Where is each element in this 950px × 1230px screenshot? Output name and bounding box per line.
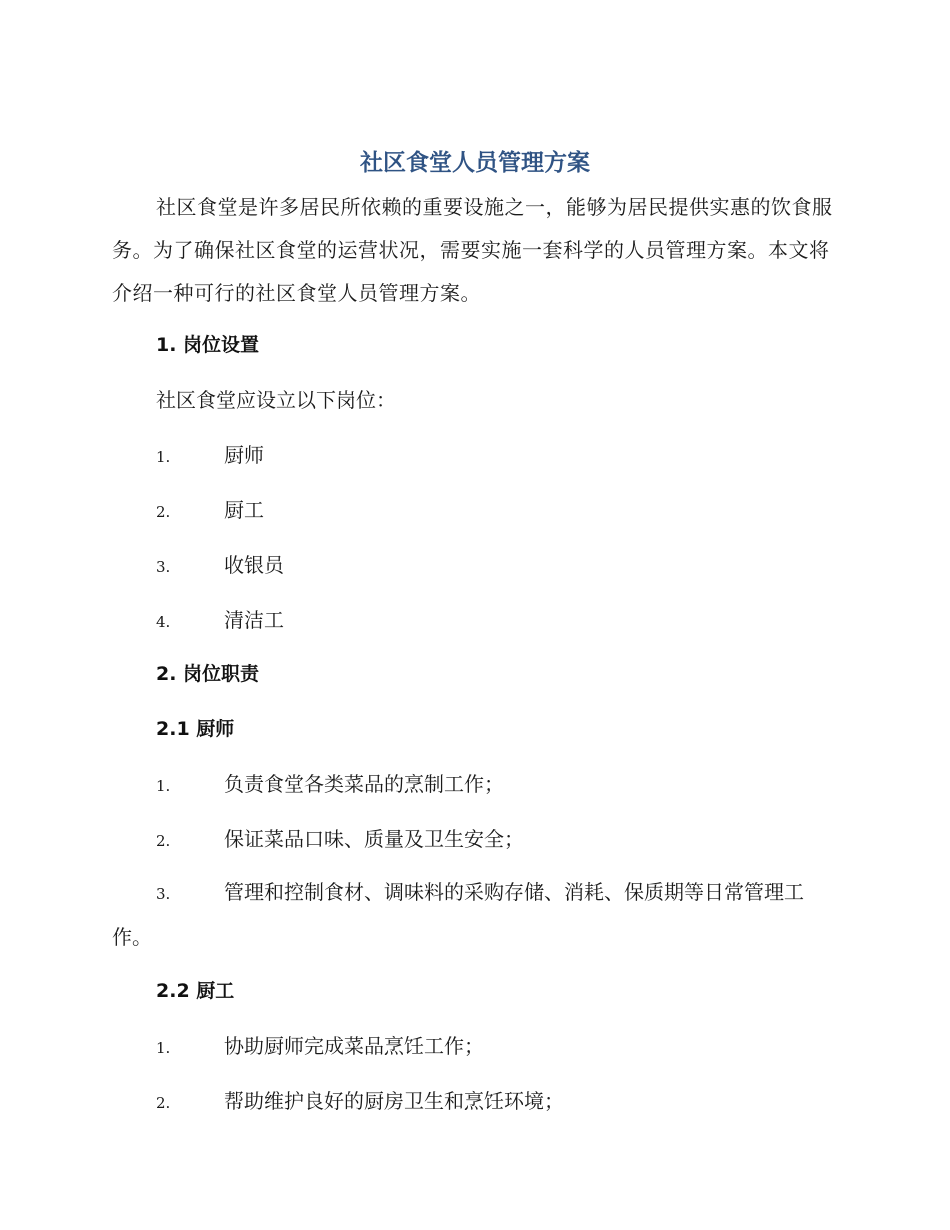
list-item xyxy=(156,495,264,527)
list-text: 负责食堂各类菜品的烹制工作； xyxy=(224,772,504,796)
list-item xyxy=(156,440,264,472)
list-text: 厨师 xyxy=(224,443,264,467)
list-number: 2. xyxy=(156,503,171,521)
list-item xyxy=(156,605,284,637)
list-number: 2. xyxy=(156,832,171,850)
intro-paragraph: 社区食堂是许多居民所依赖的重要设施之一，能够为居民提供实惠的饮食服务。为了确保社区食堂的运营状况，需要实施一套科学的人员管理方案。本文将介绍一种可行的社区食堂人员管理方案。 xyxy=(112,195,833,305)
list-item xyxy=(156,824,524,856)
subsection-heading-chef: 2.1 厨师 xyxy=(156,718,235,740)
list-item xyxy=(112,871,838,959)
list-number: 2. xyxy=(156,1094,171,1112)
section-heading-duties: 2. 岗位职责 xyxy=(156,663,260,685)
list-text: 保证菜品口味、质量及卫生安全； xyxy=(224,827,524,851)
section-heading-positions: 1. 岗位设置 xyxy=(156,334,260,356)
list-item xyxy=(156,1086,564,1118)
positions-lead-text: 社区食堂应设立以下岗位： xyxy=(156,388,396,412)
list-text: 清洁工 xyxy=(224,608,284,632)
list-number: 1. xyxy=(156,448,171,466)
document-title: 社区食堂人员管理方案 xyxy=(360,150,590,176)
list-text: 厨工 xyxy=(224,498,264,522)
list-number: 3. xyxy=(156,558,171,576)
list-item xyxy=(156,1031,484,1063)
list-text: 帮助维护良好的厨房卫生和烹饪环境； xyxy=(224,1089,564,1113)
list-number: 4. xyxy=(156,613,171,631)
subsection-heading-kitchen-helper: 2.2 厨工 xyxy=(156,980,235,1002)
list-item xyxy=(156,550,284,582)
list-number: 1. xyxy=(156,777,171,795)
list-item xyxy=(156,769,504,801)
list-text: 协助厨师完成菜品烹饪工作； xyxy=(224,1034,484,1058)
list-text: 管理和控制食材、调味料的采购存储、消耗、保质期等日常管理工作。 xyxy=(112,880,804,949)
list-number: 1. xyxy=(156,1039,171,1057)
list-text: 收银员 xyxy=(224,553,284,577)
list-number: 3. xyxy=(156,885,171,903)
